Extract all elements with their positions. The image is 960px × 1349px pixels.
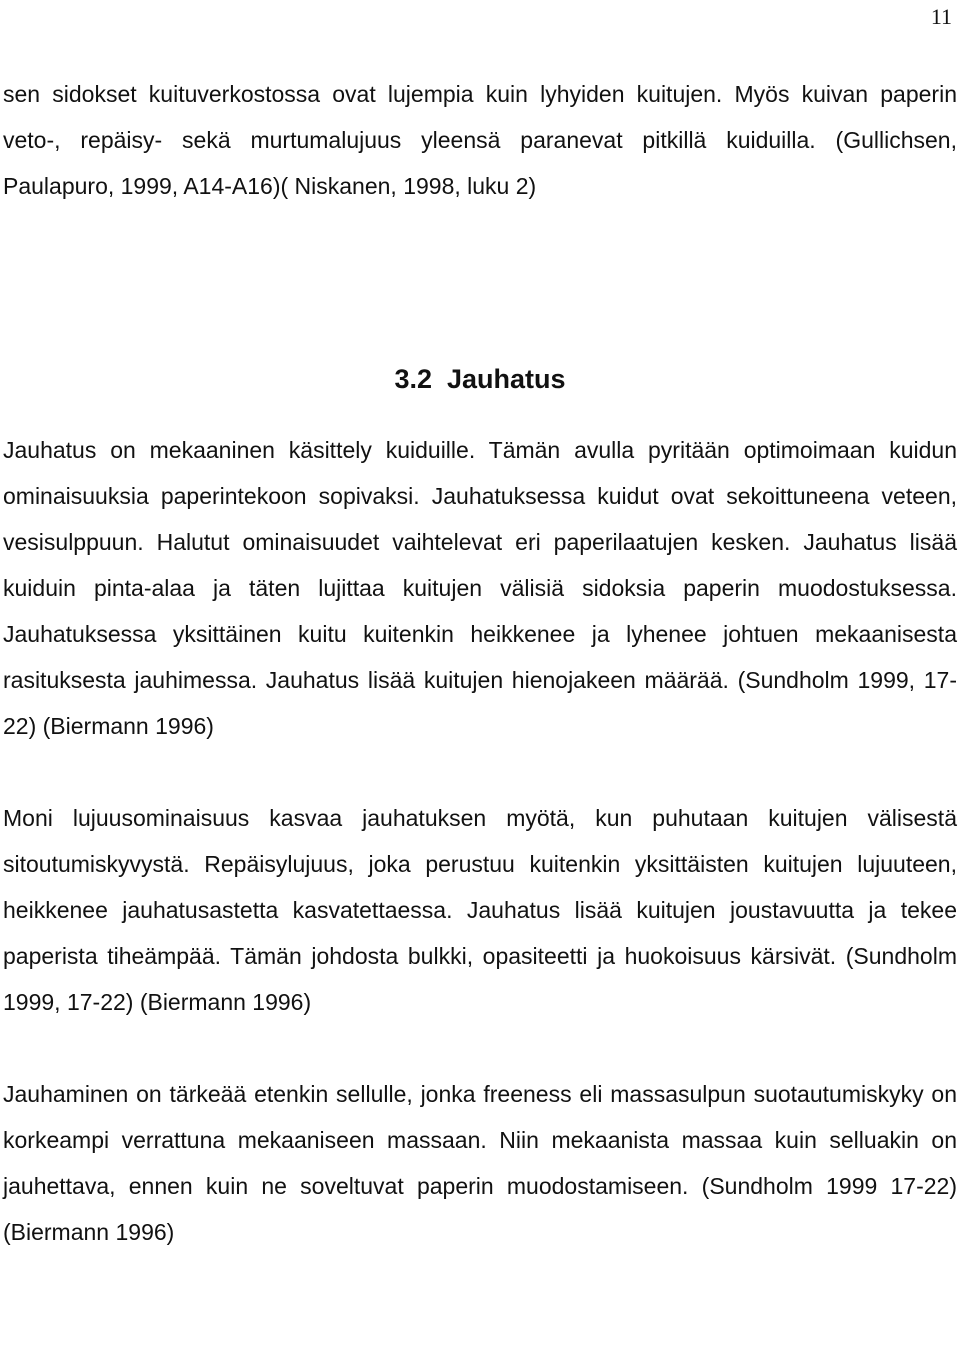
section-number: 3.2 <box>394 364 432 394</box>
section-heading <box>3 356 957 402</box>
paragraph-2: Jauhatus on mekaaninen käsittely kuiduille. Tämän avulla pyritään optimoimaan kuidun ominaisuuksia paperintekoon sopivaksi. Jauhatuksessa kuidut ovat sekoittuneena veteen, vesisulppuun. Halutut ominaisuudet vaihtelevat eri paperilaatujen kesken. Jauhatus lisää kuiduin pinta-alaa ja täten lujittaa kuitujen välisiä sidoksia paperin muodostuksessa. Jauhatuksessa yksittäinen kuitu kuitenkin heikkenee ja lyhenee johtuen mekaanisesta rasituksesta jauhimessa. Jauhatus lisää kuitujen hienojakeen määrää. (Sundholm 1999, 17-22) (Biermann 1996) <box>3 437 957 739</box>
paragraph-spacer <box>3 1025 957 1071</box>
paragraph-3: Moni lujuusominaisuus kasvaa jauhatuksen myötä, kun puhutaan kuitujen välisestä sitoutumiskyvystä. Repäisylujuus, joka perustuu kuitenkin yksittäisten kuitujen lujuuteen, heikkenee jauhatusastetta kasvatettaessa. Jauhatus lisää kuitujen joustavuutta ja tekee paperista tiheämpää. Tämän johdosta bulkki, opasiteetti ja huokoisuus kärsivät. (Sundholm 1999, 17-22) (Biermann 1996) <box>3 805 957 1015</box>
document-body <box>3 71 957 1255</box>
page-number: 11 <box>930 4 952 29</box>
paragraph-spacer <box>3 749 957 795</box>
paragraph-4: Jauhaminen on tärkeää etenkin sellulle, jonka freeness eli massasulpun suotautumiskyky on korkeampi verrattuna mekaaniseen massaan. Niin mekaanista massaa kuin selluakin on jauhettava, ennen kuin ne soveltuvat paperin muodostamiseen. (Sundholm 1999 17-22) (Biermann 1996) <box>3 1081 957 1245</box>
heading-spacer <box>3 402 957 427</box>
section-title: Jauhatus <box>447 364 566 394</box>
paragraph-1: sen sidokset kuituverkostossa ovat lujempia kuin lyhyiden kuitujen. Myös kuivan paperin veto-, repäisy- sekä murtumalujuus yleensä paranevat pitkillä kuiduilla. (Gullichsen, Paulapuro, 1999, A14-A16)( Niskanen, 1998, luku 2) <box>3 81 957 199</box>
